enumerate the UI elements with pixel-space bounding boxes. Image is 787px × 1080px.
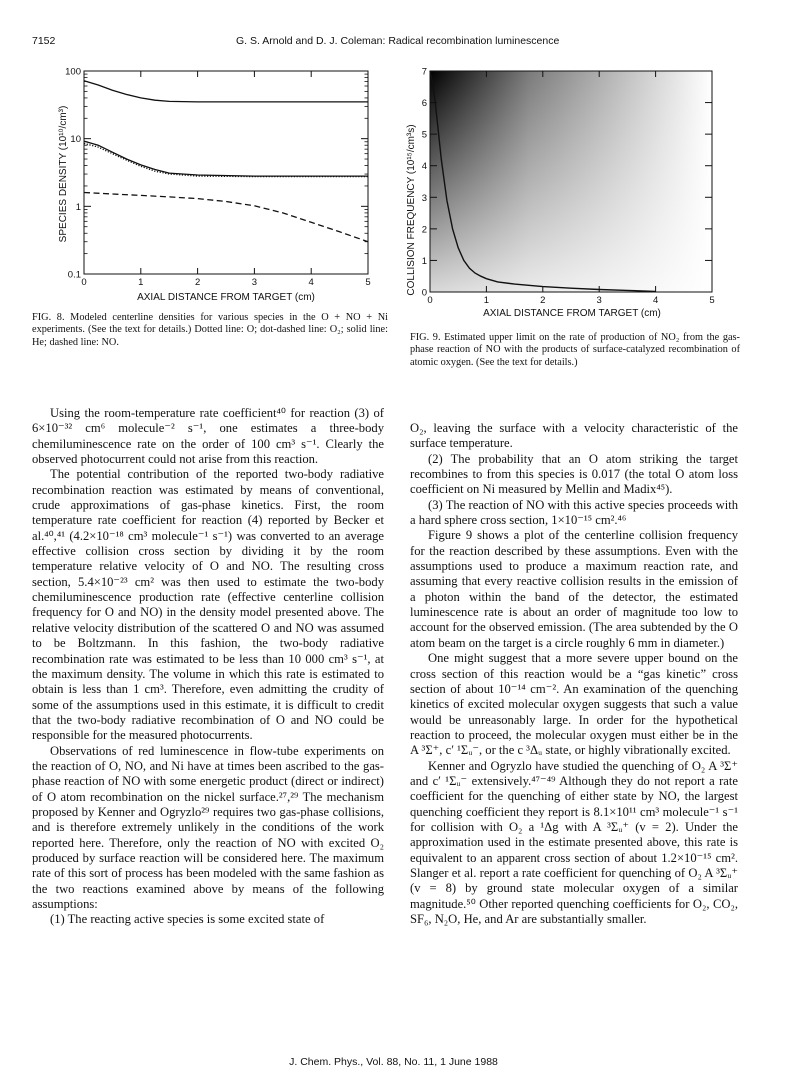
fig8-y-tick-label: 0.1 — [67, 269, 81, 281]
fig9-x-tick-label: 1 — [483, 295, 490, 306]
right-column-paragraph: Kenner and Ogryzlo have studied the quenching of O₂ A ³Σ⁺ and c′ ¹Σᵤ⁻ extensively.⁴⁷⁻⁴⁹ Although they do not report a rate coefficient for the quenching of either state by NO, the largest quenching coefficient they report is 8.1×10¹¹ cm³ molecule⁻¹ s⁻¹ for collision with O₂ a ¹Δg with A ³Σᵤ⁺ (v = 2). Under the approximation used in the estimate presented above, this rate is equivalent to an apparent cross section of about 1.2×10⁻¹⁵ cm². Slanger et al. report a rate coefficient for quenching of O₂ A ³Σᵤ⁺ (v = 8) by ground state molecular oxygen of a similar magnitude.⁵⁰ Other reported quenching coefficients for O₂, CO₂, SF₆, N₂O, He, and Ar are substantially smaller. — [410, 758, 738, 926]
right-text-column — [410, 421, 738, 927]
fig8-series-solid-line — [84, 81, 368, 102]
fig8-y-tick-label: 100 — [65, 66, 81, 78]
right-column-paragraph: (3) The reaction of NO with this active species proceeds with a hard sphere cross section, 1×10⁻¹⁵ cm².⁴⁶ — [410, 497, 738, 528]
fig9-x-tick-label: 2 — [540, 295, 546, 306]
fig9-x-tick-label: 5 — [709, 295, 715, 306]
fig9-y-tick-label: 4 — [421, 161, 427, 173]
fig8-x-tick-label: 3 — [251, 277, 258, 288]
right-column-paragraph: (2) The probability that an O atom striking the target recombines to from this species is 0.017 (the total O atom loss coefficient on Ni measured by Mellin and Madix⁴⁵). — [410, 451, 738, 497]
fig8-x-tick-label: 0 — [81, 277, 87, 288]
fig8-y-tick-label: 10 — [70, 134, 81, 146]
left-column-paragraph: The potential contribution of the reported two-body radiative recombination reaction was estimated by means of conventional, crude approximations of gas-phase kinetics. First, the room temperature rate coefficient for reaction (4) reported by Becker et al.⁴⁰,⁴¹ (4.2×10⁻¹⁸ cm³ molecule⁻¹ s⁻¹) was converted to an average effective collision cross section by dividing it by the room temperature relative velocity of O and NO. The resulting cross section, 5.4×10⁻²³ cm² was then used to estimate the two-body chemiluminescence production rate (effective centerline collision frequency for O and NO) in the density model presented above. The relative velocity distribution of the scattered O and NO was assumed to be Boltzmann. In this fashion, the two-body radiative recombination rate was estimated to be less than 10 000 cm³ s⁻¹, at the maximum density. The volume in which this rate is estimated to obtain is less than 1 cm³. Therefore, even admitting the crudity of some of the assumptions used in this estimate, it is difficult to credit that the two-body radiative recombination of O and NO could be responsible for the measured photocurrents. — [32, 467, 384, 743]
page-number: 7152 — [32, 35, 56, 47]
running-title: G. S. Arnold and D. J. Coleman: Radical recombination luminescence — [236, 35, 560, 47]
fig9-y-tick-label: 0 — [421, 287, 427, 299]
fig8-xlabel: AXIAL DISTANCE FROM TARGET (cm) — [137, 292, 315, 303]
fig8-series-solid-line — [84, 141, 368, 176]
fig9-x-tick-label: 0 — [427, 295, 433, 306]
fig8-x-tick-label: 4 — [308, 277, 314, 288]
fig9-x-tick-label: 4 — [652, 295, 659, 306]
left-column-paragraph: Observations of red luminescence in flow-tube experiments on the reaction of O, NO, and Ni have at times been ascribed to the gas-phase reaction of NO with some energetic product (direct or indirect) of O atom recombination on the nickel surface.²⁷,²⁹ The mechanism proposed by Kenner and Ogryzlo²⁹ requires two gas-phase collisions, and is therefore extremely unlikely in the conditions of the work reported here. Therefore, only the reaction of NO with excited O₂ produced by surface reaction will be considered here. The maximum rate of this sort of process has been modeled with the same fashion as the two reactions examined above by means of the following assumptions: — [32, 743, 384, 911]
fig9-y-tick-label: 1 — [421, 255, 427, 267]
figure-9-chart — [398, 60, 748, 322]
fig8-x-tick-label: 2 — [194, 277, 201, 288]
fig9-y-tick-label: 7 — [421, 66, 427, 78]
fig9-y-tick-label: 2 — [421, 224, 427, 236]
fig8-series-dashed-line — [84, 193, 368, 242]
fig9-y-tick-label: 3 — [421, 192, 427, 204]
left-text-column — [32, 406, 384, 928]
fig8-caption: FIG. 8. Modeled centerline densities for various species in the O + NO + Ni experiments. (See the text for details.) Dotted line: O; dot-dashed line: O₂; solid line: He; dashed line: NO. — [32, 312, 388, 348]
fig8-x-tick-label: 5 — [365, 277, 371, 288]
left-column-paragraph: (1) The reacting active species is some excited state of — [50, 912, 325, 927]
fig9-caption: FIG. 9. Estimated upper limit on the rate of production of NO₂ from the gas-phase reaction of NO with the products of surface-catalyzed recombination of atomic oxygen. (See the text for details.) — [410, 332, 740, 368]
fig9-y-tick-label: 5 — [421, 129, 427, 141]
right-column-paragraph: One might suggest that a more severe upper bound on the cross section of this reaction would be a “gas kinetic” cross section of about 10⁻¹⁴ cm⁻². An examination of the quenching kinetics of excited molecular oxygen suggests that such a value would be unreasonably large. In order for the hypothetical reaction to proceed, the molecular oxygen must either be in the A ³Σ⁺, c′ ¹Σᵤ⁻, or the c ³Δᵤ state, or highly vibrationally excited. — [410, 651, 738, 758]
fig8-ylabel: SPECIES DENSITY (10¹⁰/cm³) — [58, 105, 69, 243]
right-column-paragraph: Figure 9 shows a plot of the centerline collision frequency for the reaction described by these assumptions. Even with the assumptions used to produce a maximum reaction rate, and assuming that every reactive collision results in the emission of a photon within the band of the detector, the estimated luminescence rate is about an order of magnitude too low to account for the observed emission. (The area subtended by the O atom beam on the target is a circle roughly 6 mm in diameter.) — [410, 528, 738, 650]
right-column-paragraph: O₂, leaving the surface with a velocity characteristic of the surface temperature. — [410, 421, 738, 451]
fig8-series-dotted-line — [84, 143, 368, 176]
figure-8-chart — [28, 60, 388, 308]
fig8-y-tick-label: 1 — [75, 201, 81, 213]
footer-citation: J. Chem. Phys., Vol. 88, No. 11, 1 June 1988 — [289, 1056, 498, 1068]
fig8-x-tick-label: 1 — [138, 277, 144, 288]
fig9-shading-fade — [430, 71, 712, 292]
fig9-xlabel: AXIAL DISTANCE FROM TARGET (cm) — [483, 308, 661, 319]
fig9-y-tick-label: 6 — [421, 98, 427, 110]
left-column-paragraph: Using the room-temperature rate coefficient⁴⁰ for reaction (3) of 6×10⁻³² cm⁶ molecule⁻² s⁻¹, one estimates a three-body chemiluminescence rate on the order of 100 cm³ s⁻¹. Clearly the observed photocurrent could not arise from this reaction. — [32, 406, 384, 467]
fig9-x-tick-label: 3 — [596, 295, 602, 306]
fig9-ylabel: COLLISION FREQUENCY (10¹⁵/cm³s) — [406, 124, 417, 296]
